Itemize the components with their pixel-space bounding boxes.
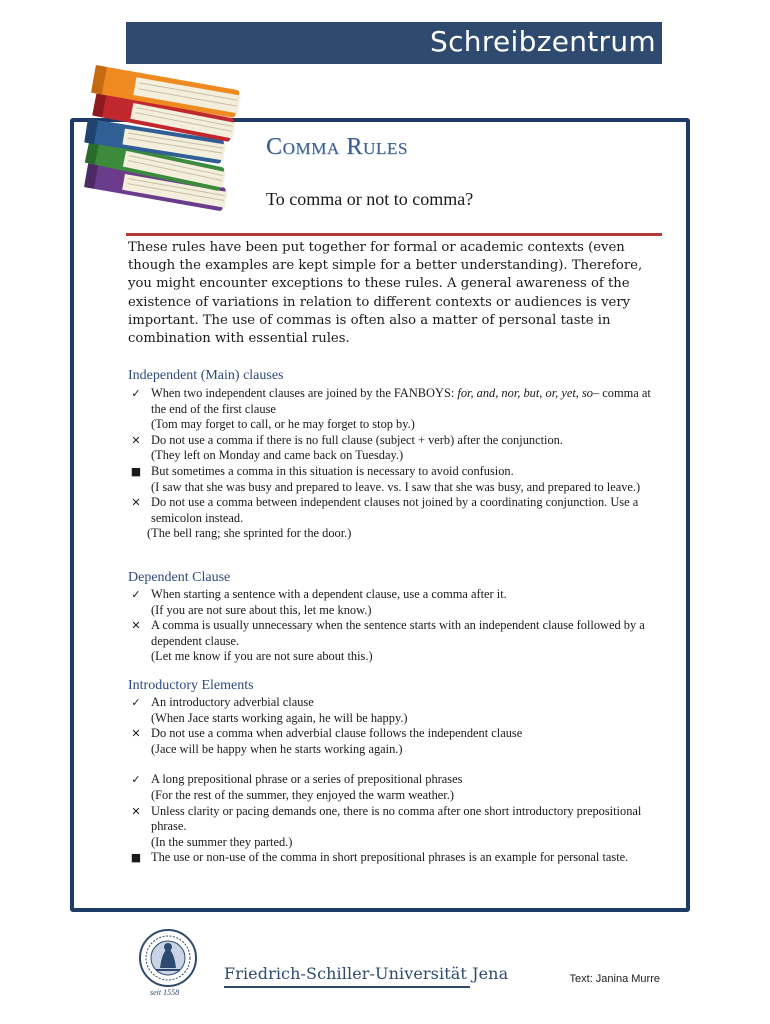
- rule-text: Unless clarity or pacing demands one, there is no comma after one short introductory prepositional phrase.: [151, 803, 642, 834]
- check-icon: ✓: [131, 696, 141, 709]
- rule-example: (If you are not sure about this, let me know.): [151, 602, 372, 617]
- section-title-dependent: Dependent Clause: [128, 570, 231, 585]
- rule-text: Do not use a comma when adverbial clause follows the independent clause: [151, 726, 523, 741]
- rule-example: (They left on Monday and came back on Tuesday.): [151, 448, 404, 463]
- rule-text: A long prepositional phrase or a series of prepositional phrases: [151, 772, 463, 787]
- list-item: [128, 772, 668, 803]
- list-item: [128, 618, 668, 665]
- list-item: [128, 587, 668, 618]
- list-item: [128, 433, 668, 464]
- cross-icon: ✕: [131, 727, 141, 741]
- divider: [126, 233, 662, 236]
- rule-example: (Let me know if you are not sure about this.): [151, 649, 373, 664]
- university-seal-icon: [138, 928, 198, 988]
- square-bullet-icon: ■: [130, 851, 142, 865]
- rule-list-independent: [128, 386, 668, 542]
- rule-example: (When Jace starts working again, he will be happy.): [151, 710, 408, 725]
- rule-text: When starting a sentence with a dependent clause, use a comma after it.: [151, 587, 507, 601]
- section-title-independent: Independent (Main) clauses: [128, 368, 284, 383]
- section-title-introductory: Introductory Elements: [128, 678, 254, 693]
- rule-text: Do not use a comma between independent clauses not joined by a coordinating conjunction. Use a semicolon instead.: [151, 495, 639, 525]
- page-title: Comma Rules: [266, 134, 408, 160]
- rule-text: An introductory adverbial clause: [151, 695, 314, 709]
- rule-example: (Tom may forget to call, or he may forget to stop by.): [151, 417, 415, 432]
- rule-text: But sometimes a comma in this situation is necessary to avoid confusion.: [151, 463, 514, 478]
- seal-year: seit 1558: [150, 988, 180, 997]
- square-bullet-icon: ■: [130, 464, 142, 478]
- check-icon: ✓: [131, 387, 141, 400]
- list-item: [128, 695, 668, 726]
- fanboys-list: for, and, nor, but, or, yet, so: [457, 386, 593, 400]
- rule-example: (In the summer they parted.): [151, 834, 293, 849]
- rule-list-introductory: [128, 695, 668, 866]
- cross-icon: ✕: [131, 433, 141, 447]
- rule-example: (I saw that she was busy and prepared to leave. vs. I saw that she was busy, and prepared to leave.): [151, 479, 641, 494]
- rule-text: A comma is usually unnecessary when the sentence starts with an independent clause followed by a dependent clause.: [151, 618, 645, 648]
- list-item: [128, 495, 668, 542]
- rule-list-dependent: [128, 587, 668, 665]
- rule-text: Do not use a comma if there is no full clause (subject + verb) after the conjunction.: [151, 432, 563, 447]
- books-icon: [78, 64, 248, 224]
- list-item: [128, 804, 668, 851]
- cross-icon: ✕: [131, 496, 141, 510]
- intro-paragraph: These rules have been put together for formal or academic contexts (even though the examples are kept simple for a better understanding). Therefore, you might encounter exceptions to these rules. A general awareness of the existence of variations in relation to different contexts or audiences is very important. The use of commas is often also a matter of personal taste in combination with essential rules.: [128, 240, 643, 347]
- check-icon: ✓: [131, 588, 141, 601]
- rule-text: When two independent clauses are joined by the FANBOYS:: [151, 386, 458, 400]
- rule-text: The use or non-use of the comma in short prepositional phrases is an example for personal taste.: [151, 850, 629, 865]
- list-item: [128, 386, 668, 433]
- cross-icon: ✕: [131, 804, 141, 818]
- page-subtitle: To comma or not to comma?: [266, 189, 474, 209]
- rule-example: (Jace will be happy when he starts working again.): [151, 741, 403, 756]
- author-credit: Text: Janina Murre: [569, 973, 660, 985]
- list-item: [128, 726, 668, 757]
- check-icon: ✓: [131, 773, 141, 787]
- cross-icon: ✕: [131, 619, 141, 633]
- university-name: Friedrich-Schiller-Universität Jena: [224, 964, 509, 983]
- banner-title: Schreibzentrum: [430, 25, 656, 58]
- list-spacer: [128, 757, 668, 772]
- rule-example: (For the rest of the summer, they enjoyed the warm weather.): [151, 787, 454, 802]
- header-banner: [126, 22, 662, 64]
- list-item: [128, 850, 668, 866]
- rule-example: (The bell rang; she sprinted for the door.): [147, 526, 352, 541]
- university-underline: [224, 986, 470, 988]
- list-item: [128, 464, 668, 495]
- rule-text: – comma at the end of the first clause: [151, 386, 651, 416]
